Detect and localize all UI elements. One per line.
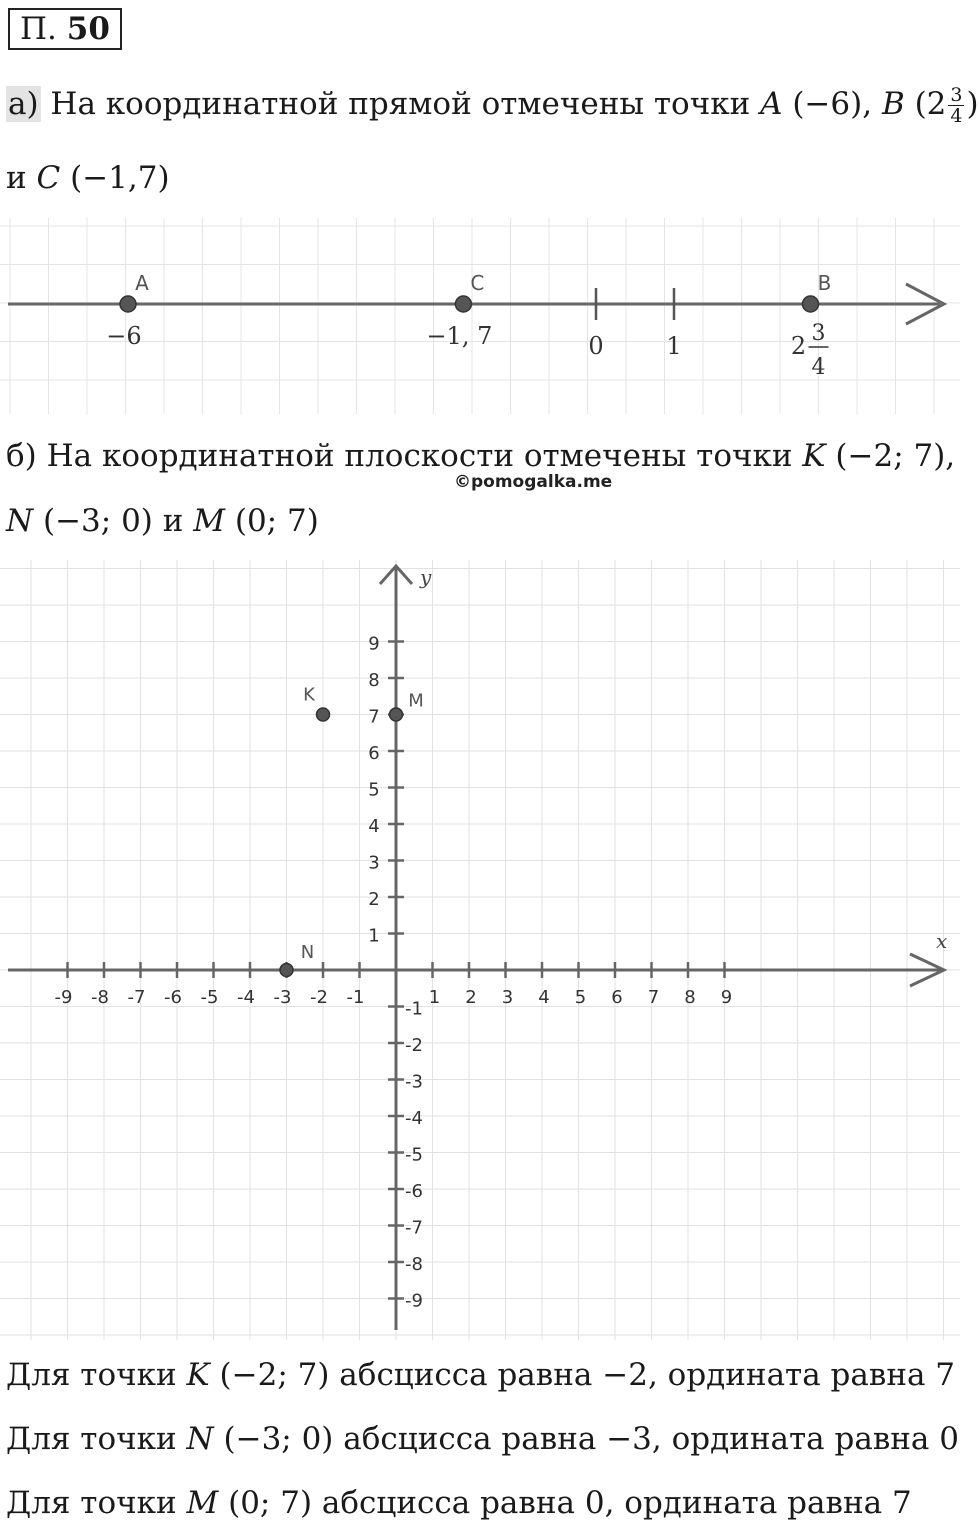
answer-line-k xyxy=(6,1355,955,1395)
part-a-line2-prefix: и xyxy=(6,160,37,196)
number-line-ticks xyxy=(588,288,681,360)
number-line-point-label-whole: 2 xyxy=(790,332,807,360)
x-tick-label: 1 xyxy=(428,987,441,1008)
number-line-tick-label: 0 xyxy=(588,332,604,360)
part-a-line-2 xyxy=(6,158,170,198)
x-tick-label: -5 xyxy=(200,987,219,1008)
y-tick-label: 2 xyxy=(368,889,380,910)
point-k-name: K xyxy=(802,438,826,474)
y-tick-label: -7 xyxy=(405,1217,423,1239)
point-a-value: (−6), xyxy=(782,86,882,122)
coordinate-plane-ticks xyxy=(55,634,733,1312)
answer-line-n xyxy=(6,1419,959,1459)
plane-point-name: N xyxy=(300,942,315,963)
point-b-open: (2 xyxy=(904,86,947,122)
x-tick-label: -6 xyxy=(164,987,182,1008)
part-a-label: а) xyxy=(8,86,39,122)
number-line-grid xyxy=(0,218,960,414)
x-tick-label: 4 xyxy=(538,987,550,1008)
coordinate-plane-figure xyxy=(0,560,960,1340)
x-tick-label: -8 xyxy=(91,987,109,1008)
x-tick-label: 9 xyxy=(720,987,733,1008)
point-m-name: M xyxy=(193,503,226,539)
y-tick-label: 4 xyxy=(368,816,380,837)
y-tick-label: -1 xyxy=(405,998,423,1020)
x-tick-label: 2 xyxy=(465,987,477,1008)
point-n-name: N xyxy=(6,503,34,539)
y-tick-label: -8 xyxy=(405,1254,423,1275)
y-tick-label: 5 xyxy=(368,779,380,801)
plane-point xyxy=(390,708,403,721)
x-tick-label: -9 xyxy=(54,987,73,1008)
number-line-point-label: −6 xyxy=(106,322,142,350)
x-tick-label: -2 xyxy=(310,987,328,1008)
watermark: ©pomogalka.me xyxy=(454,472,613,492)
point-c-name: C xyxy=(36,160,61,196)
number-line-point-name: B xyxy=(817,271,832,295)
plane-point-name: K xyxy=(303,684,315,706)
part-b-label: б) xyxy=(6,438,37,474)
y-tick-label: -3 xyxy=(405,1071,423,1093)
x-tick-label: -7 xyxy=(127,987,146,1008)
point-m-value: (0; 7) xyxy=(225,503,319,539)
answer-text: (−2; 7) абсцисса равна −2, ордината равна 7 xyxy=(209,1357,956,1393)
plane-point xyxy=(317,708,330,721)
y-tick-label: 1 xyxy=(368,925,380,947)
point-c-value: (−1,7) xyxy=(60,160,170,196)
answer-point-name: N xyxy=(186,1421,214,1457)
x-tick-label: -4 xyxy=(237,987,255,1008)
point-b-name: B xyxy=(881,86,905,122)
plane-point xyxy=(280,964,293,977)
answer-point-name: K xyxy=(186,1357,210,1393)
point-n-value: (−3; 0) и xyxy=(33,503,194,539)
answer-text: (0; 7) абсцисса равна 0, ордината равна 7 xyxy=(218,1485,912,1521)
y-tick-label: 6 xyxy=(368,743,380,764)
x-tick-label: 5 xyxy=(574,987,587,1008)
number-line-point-label-num: 3 xyxy=(811,321,826,346)
answer-prefix: Для точки xyxy=(6,1421,187,1457)
part-b-line-1 xyxy=(6,436,955,476)
y-tick-label: 9 xyxy=(368,633,380,655)
number-line-point-label: −1, 7 xyxy=(426,322,493,350)
y-tick-label: 3 xyxy=(368,852,380,874)
x-tick-label: -1 xyxy=(346,987,365,1008)
part-a-line-1 xyxy=(6,84,979,126)
point-b-fraction xyxy=(948,85,964,126)
plane-point-name: M xyxy=(408,690,424,712)
y-tick-label: -2 xyxy=(405,1035,423,1056)
fraction-denominator: 4 xyxy=(950,105,963,127)
x-tick-label: 7 xyxy=(647,987,660,1008)
x-axis-label: x xyxy=(936,929,948,953)
point-a-name: A xyxy=(760,86,783,122)
point-k-value: (−2; 7), xyxy=(825,438,956,474)
y-tick-label: -5 xyxy=(405,1144,423,1166)
answer-prefix: Для точки xyxy=(6,1485,187,1521)
number-line-points xyxy=(106,271,831,380)
x-tick-label: 3 xyxy=(501,987,514,1008)
number-line-point xyxy=(120,296,136,312)
number-line-point-name: A xyxy=(135,271,149,295)
part-b-line-2 xyxy=(6,501,319,541)
y-tick-label: -9 xyxy=(405,1290,423,1312)
number-line-point xyxy=(455,296,471,312)
answer-text: (−3; 0) абсцисса равна −3, ордината равна 0 xyxy=(213,1421,959,1457)
y-tick-label: -4 xyxy=(405,1108,423,1129)
fraction-numerator: 3 xyxy=(950,84,963,106)
number-line-point-label-den: 4 xyxy=(811,355,826,380)
number-line-tick-label: 1 xyxy=(666,332,682,360)
y-tick-label: 8 xyxy=(368,670,380,691)
answer-prefix: Для точки xyxy=(6,1357,187,1393)
number-line-figure xyxy=(0,218,960,414)
answer-point-name: M xyxy=(186,1485,219,1521)
part-b-text: На координатной плоскости отмечены точки xyxy=(36,438,803,474)
number-line-point xyxy=(803,296,819,312)
x-tick-label: 6 xyxy=(611,987,623,1008)
y-axis-label: y xyxy=(420,565,432,589)
y-tick-label: 7 xyxy=(368,706,380,728)
part-a-text: На координатной прямой отмечены точки xyxy=(40,86,761,122)
x-tick-label: -3 xyxy=(273,987,292,1008)
answer-line-m xyxy=(6,1483,912,1523)
problem-number-badge xyxy=(8,8,122,50)
y-tick-label: -6 xyxy=(405,1181,423,1202)
badge-prefix: П. xyxy=(20,11,57,47)
coordinate-plane-axes xyxy=(8,565,947,1330)
coordinate-plane-grid xyxy=(0,560,960,1340)
number-line-point-name: C xyxy=(470,271,485,295)
x-tick-label: 8 xyxy=(684,987,696,1008)
badge-number: 50 xyxy=(66,11,110,47)
point-b-close: ) xyxy=(966,86,979,122)
